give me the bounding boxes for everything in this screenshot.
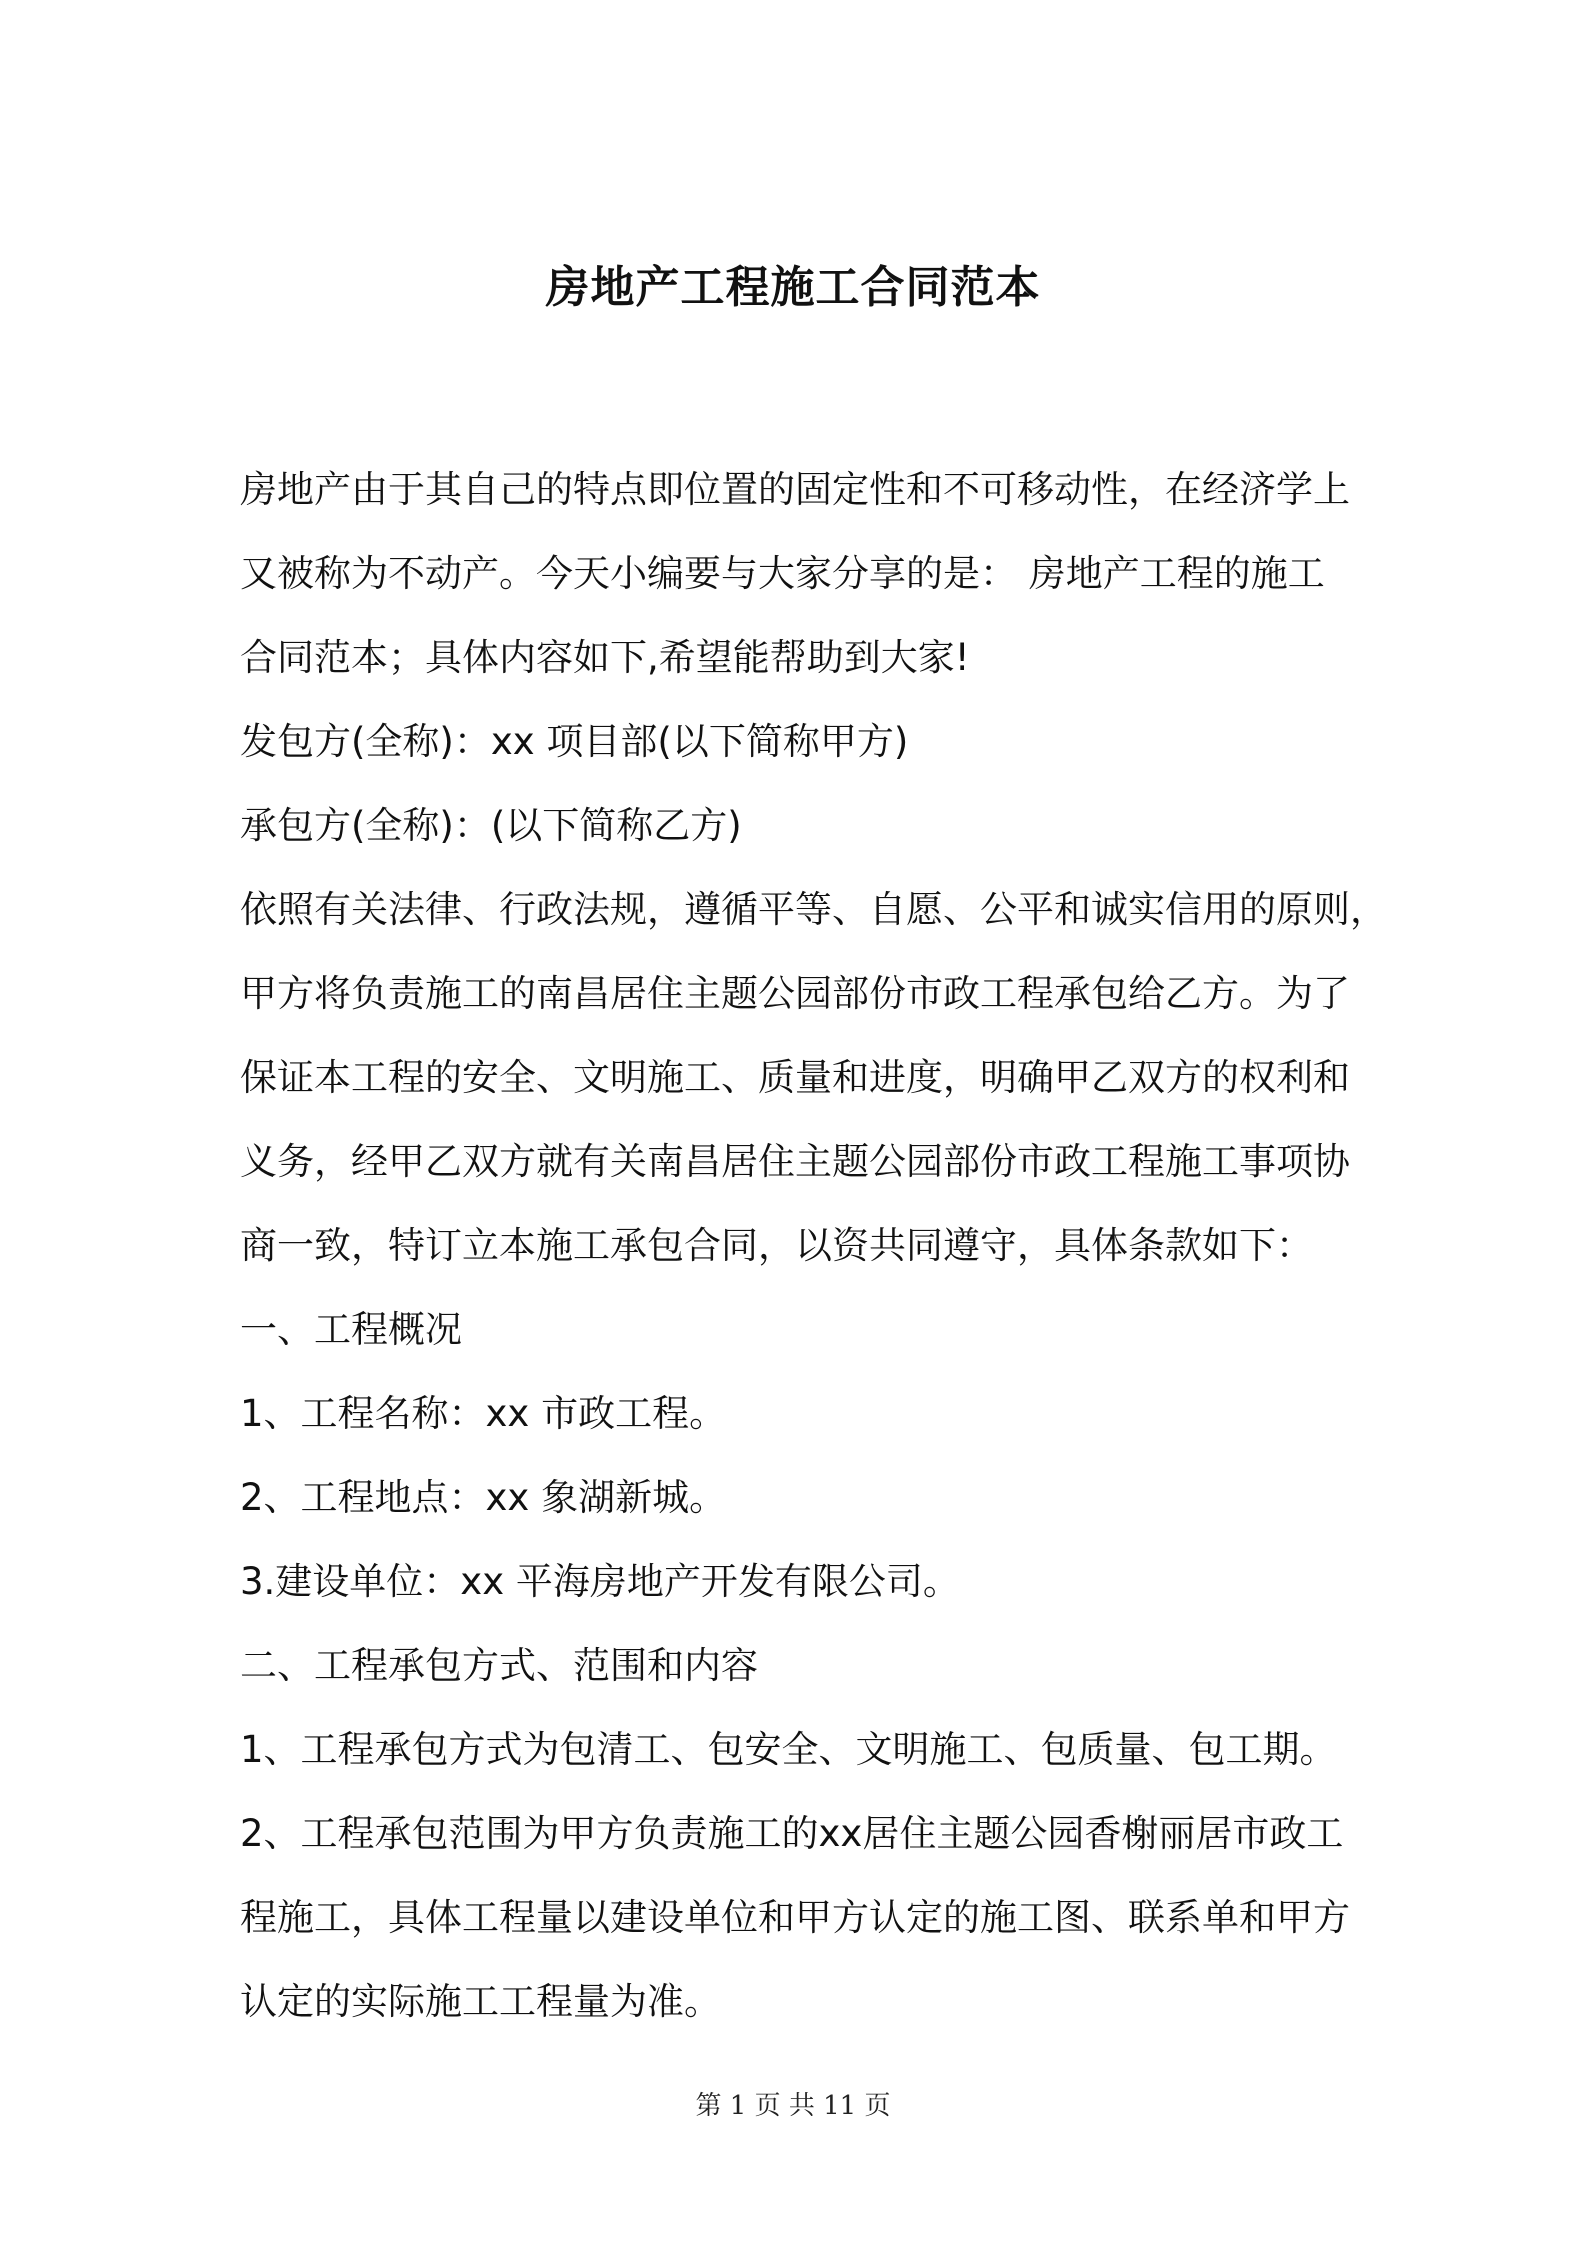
text-line: 又被称为不动产。今天小编要与大家分享的是： 房地产工程的施工: [240, 552, 1325, 595]
text-line: 承包方(全称)：(以下简称乙方): [240, 804, 742, 847]
text-line: 依照有关法律、行政法规，遵循平等、自愿、公平和诚实信用的原则，: [240, 888, 1387, 931]
text-line: 合同范本；具体内容如下,希望能帮助到大家!: [240, 636, 970, 679]
document-title: 房地产工程施工合同范本: [545, 262, 1041, 313]
paragraph-preamble: [240, 868, 1387, 1288]
text-line: 义务，经甲乙双方就有关南昌居住主题公园部份市政工程施工事项协: [240, 1140, 1350, 1183]
text-line: 发包方(全称)：xx 项目部(以下简称甲方): [240, 720, 909, 763]
page-number-footer: 第 1 页 共 11 页: [695, 2091, 891, 2121]
text-line: 2、工程承包范围为甲方负责施工的xx居住主题公园香榭丽居市政工: [240, 1812, 1344, 1855]
list-item-project-name: [240, 1372, 1355, 1456]
section-heading-1: [240, 1288, 1355, 1372]
text-line: 程施工，具体工程量以建设单位和甲方认定的施工图、联系单和甲方: [240, 1896, 1350, 1939]
paragraph-intro: [240, 448, 1355, 700]
text-line: 甲方将负责施工的南昌居住主题公园部份市政工程承包给乙方。为了: [240, 972, 1350, 1015]
text-line: 保证本工程的安全、文明施工、质量和进度，明确甲乙双方的权利和: [240, 1056, 1350, 1099]
text-line: 一、工程概况: [240, 1308, 462, 1351]
list-item-project-location: [240, 1456, 1355, 1540]
list-item-builder: [240, 1540, 1355, 1624]
section-heading-2: [240, 1624, 1355, 1708]
text-line: 3.建设单位：xx 平海房地产开发有限公司。: [240, 1560, 960, 1603]
text-line: 认定的实际施工工程量为准。: [240, 1980, 721, 2023]
text-line: 房地产由于其自己的特点即位置的固定性和不可移动性，在经济学上: [240, 468, 1350, 511]
text-line: 2、工程地点：xx 象湖新城。: [240, 1476, 727, 1519]
text-line: 商一致，特订立本施工承包合同，以资共同遵守，具体条款如下：: [240, 1224, 1313, 1267]
list-item-contract-scope: [240, 1792, 1355, 2044]
text-line: 1、工程名称：xx 市政工程。: [240, 1392, 727, 1435]
list-item-contract-method: [240, 1708, 1355, 1792]
text-line: 二、工程承包方式、范围和内容: [240, 1644, 758, 1687]
paragraph-contractor: [240, 784, 1355, 868]
text-line: 1、工程承包方式为包清工、包安全、文明施工、包质量、包工期。: [240, 1728, 1337, 1771]
document-body: [240, 448, 1387, 2044]
paragraph-employer: [240, 700, 1355, 784]
